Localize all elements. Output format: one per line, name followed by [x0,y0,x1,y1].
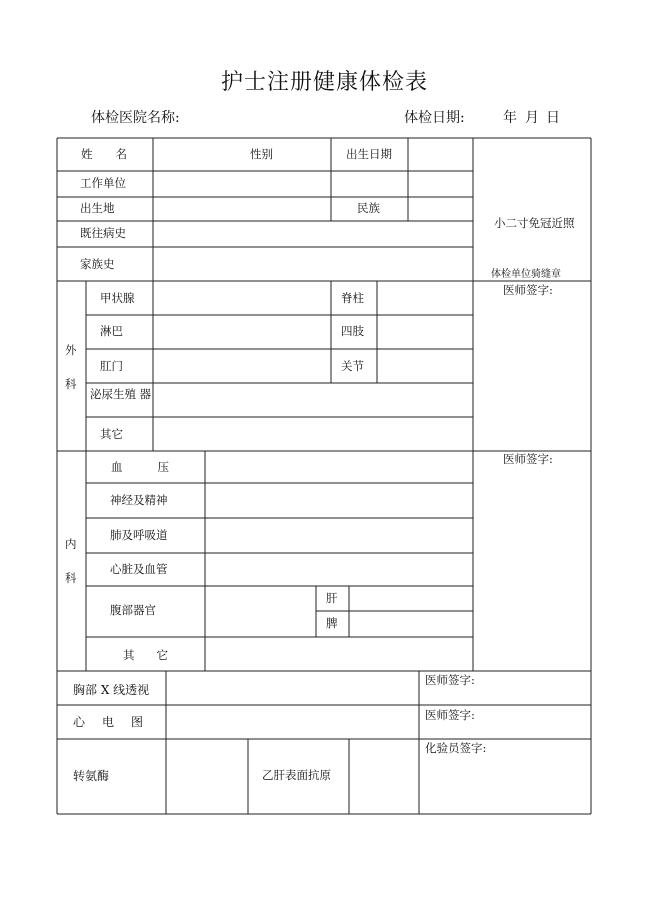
internal-section-char-1: 内 [65,537,77,551]
birthplace-label: 出生地 [80,201,115,215]
month-label: 月 [525,110,539,126]
ecg-char-2: 电 [101,715,114,729]
joints-label: 关节 [341,359,364,373]
chest-xray-label: 胸部 X 线透视 [73,683,150,697]
page-title: 护士注册健康体检表 [220,70,428,95]
ecg-doctor-sign: 医师签字: [425,708,475,722]
urogenital-label: 泌尿生殖 器 [90,387,152,401]
lymph-label: 淋巴 [100,324,123,338]
spine-label: 脊柱 [341,291,364,305]
ecg-char-1: 心 [73,715,86,729]
ecg-char-3: 图 [130,715,143,729]
blood-pressure-char-1: 血 [111,460,123,474]
alt-label: 转氨酶 [73,769,110,783]
surgery-section-char-1: 外 [65,343,77,357]
spleen-label: 脾 [326,616,338,630]
blood-pressure-char-2: 压 [157,460,169,474]
past-history-label: 既往病史 [80,226,126,240]
hbsag-label: 乙肝表面抗原 [262,768,331,782]
hospital-name-label: 体检医院名称: [91,110,180,126]
lung-respiratory-label: 肺及呼吸道 [110,528,168,542]
ecg-label [73,716,143,728]
day-label: 日 [546,110,560,126]
family-history-label: 家族史 [80,257,115,271]
name-label: 姓 名 [81,147,127,161]
blood-pressure-label [111,462,169,474]
heart-vessels-label: 心脏及血管 [110,562,168,576]
xray-doctor-sign: 医师签字: [425,673,475,687]
lab-technician-sign: 化验员签字: [425,741,487,755]
surgery-section-char-2: 科 [65,377,77,391]
internal-other-label [123,650,168,662]
neuro-mental-label: 神经及精神 [110,493,168,507]
internal-section-char-2: 科 [65,571,77,585]
birth-date-label: 出生日期 [346,147,392,161]
limbs-label: 四肢 [341,324,364,338]
gender-label: 性别 [250,147,273,161]
stamp-note: 体检单位骑缝章 [491,269,561,280]
work-unit-label: 工作单位 [80,176,126,190]
internal-doctor-sign: 医师签字: [503,452,553,466]
abdominal-organs-label: 腹部器官 [110,603,156,617]
internal-other-char-1: 其 [123,648,135,662]
anus-label: 肛门 [100,359,123,373]
internal-other-char-2: 它 [156,648,168,662]
thyroid-label: 甲状腺 [100,291,135,305]
liver-label: 肝 [326,591,338,605]
surgery-doctor-sign: 医师签字: [503,283,553,297]
photo-note: 小二寸免冠近照 [494,216,575,230]
year-label: 年 [503,110,517,126]
surgery-other-label: 其它 [100,427,123,441]
ethnicity-label: 民族 [357,201,380,215]
exam-date-label: 体检日期: [404,110,465,126]
